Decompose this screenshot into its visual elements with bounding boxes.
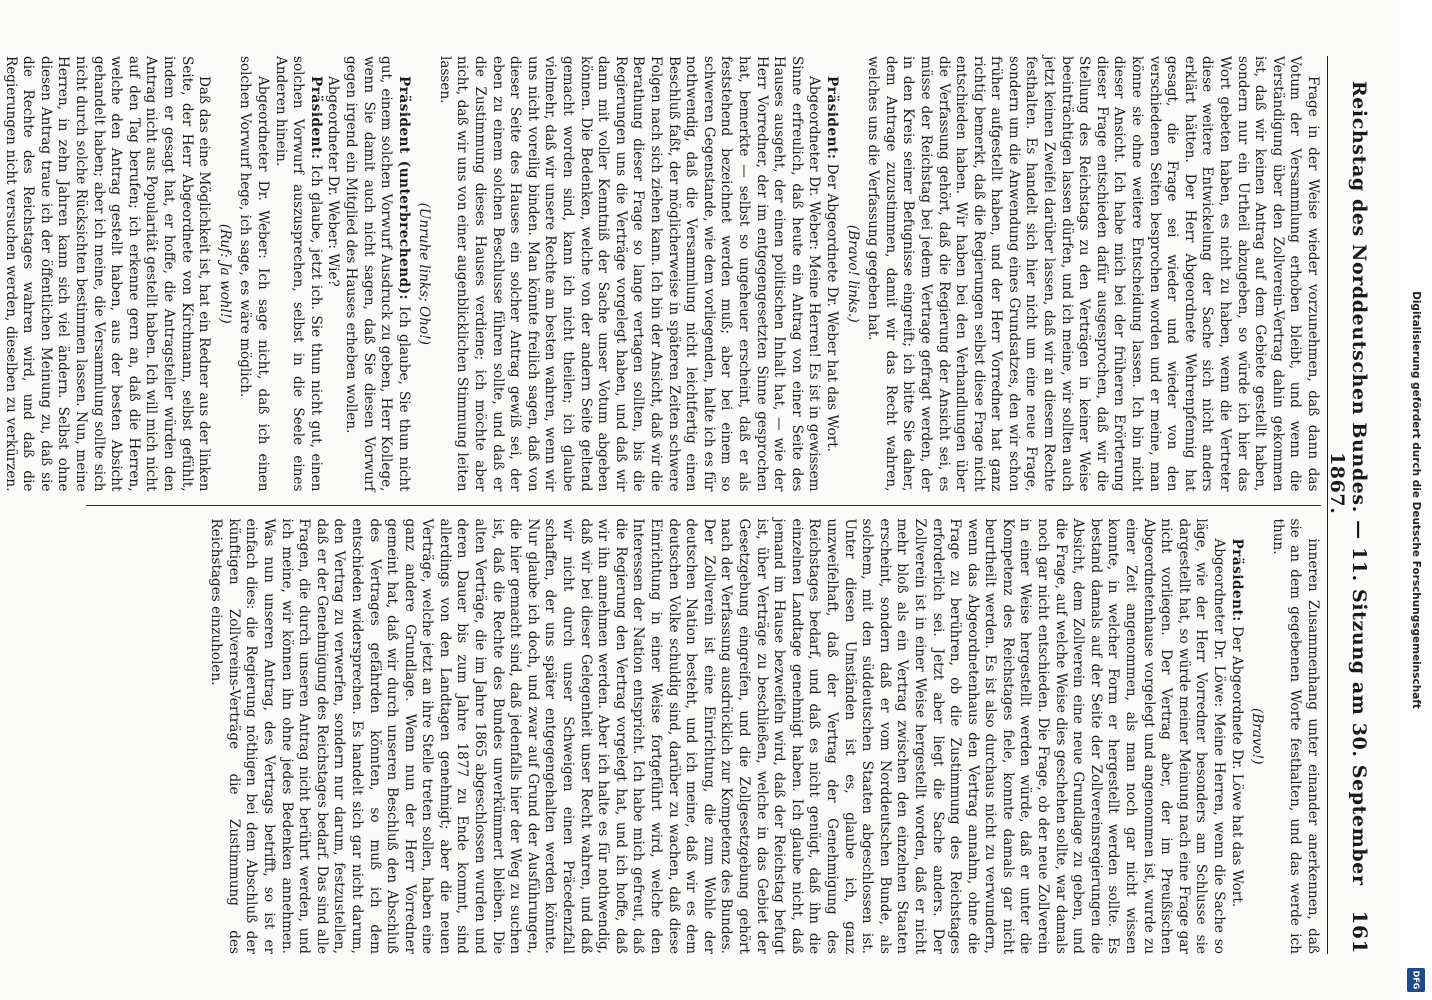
stage-direction: (Unruhe links; Oho!) <box>416 202 433 345</box>
speech-paragraph <box>271 56 324 492</box>
speech-paragraph <box>341 56 411 492</box>
digitization-credit-strip <box>1400 0 1432 1000</box>
dfg-logo-text: DFG <box>1411 970 1421 990</box>
body-paragraph: Daß das eine Möglichkeit ist, hat ein Redner aus der linken Seite, der Herr Abgeordnete von Kirchmann, selbst gefühlt, indem er gesagt hat, er hoffe, die Antragsteller würden den Antrag nicht aus Popularität gestellt haben. Ich will mich nicht auf den Tag berufen; ich erkenne gern an, daß die Herren, welche den Antrag gestellt haben, aus der besten Absicht gehandelt haben; aber ich meine, die Versammlung sollte sich nicht durch solche Rücksichten bestimmen lassen. Nun, meine Herren, in zehn Jahren kann sich viel ändern. Selbst ohne diesen Antrag traue ich der öffentlichen Meinung zu, daß sie die Rechte des Reichstages wahren wird, und daß die Regierungen nicht versuchen werden, dieselben zu verkürzen. <box>2 56 213 492</box>
right-column <box>86 518 1321 954</box>
speech-text: Der Abgeordnete Dr. Weber hat das Wort. <box>823 163 840 452</box>
speaker-label: Präsident: <box>1228 538 1245 622</box>
digitization-credit: Digitalisierung gefördert durch die Deutsche Forschungsgemeinschaft <box>1410 291 1422 709</box>
body-paragraph: Abgeordneter Dr. Weber: Ich sage nicht, daß ich einen solchen Vorwurf hege, ich sage, es wäre möglich. <box>237 56 271 492</box>
body-paragraph: Abgeordneter Dr. Weber: Meine Herren! Es ist in gewissem Sinne erfreulich, daß heute ein Antrag von einer Seite des Hauses ausgeht, der einen politischen Inhalt hat, — wie der Herr Vorredner, der im entgegengesetzten Sinne gesprochen hat, bemerkte — selbst so ungeheuer erscheint, daß er als feststehend bezeichnet werden muß; aber bei einem so schweren Gegenstande, wie dem vorliegenden, halte ich es für nothwendig, daß die Versammlung nicht leichtfertig einen Beschluß faßt, der möglicherweise in späteren Zeiten schwere Folgen nach sich ziehen kann. Ich bin der Ansicht, daß wir die Berathung dieser Frage so lange vertagen sollten, bis die Regierungen uns die Verträge vorgelegt haben, und daß wir dann mit voller Kenntniß der Sache unser Votum abgeben können. Die Bedenken, welche von der andern Seite geltend gemacht worden sind, kann ich nicht theilen; ich glaube vielmehr, daß wir unsere Rechte am besten wahren, wenn wir uns nicht voreilig binden. Man könnte freilich sagen, daß von dieser Seite des Hauses ein solcher Antrag gewiß sei, der eben zu einem solchen Beschlusse führen sollte, und daß er die Zustimmung dieses Hauses verdiene; ich möchte aber nicht, daß wir uns von einer augenblicklichen Stimmung leiten lassen. <box>436 56 823 492</box>
speech-text: Ich glaube, jetzt ich. Sie thun nicht gut, einen solchen Vorwurf auszusprechen, selbst in die Seele eines Anderen hinein. <box>272 56 324 492</box>
left-column <box>2 56 1321 492</box>
body-paragraph: Abgeordneter Dr. Weber: Wie? <box>325 76 342 287</box>
speech-text: Der Abgeordnete Dr. Löwe hat das Wort. <box>1228 626 1245 908</box>
column-divider <box>86 505 1321 506</box>
body-paragraph: Frage in der Weise wieder vorzunehmen, daß dann das Votum der Versammlung erhoben bleibt, und wenn die Verständigung über den Zollverein-Vertrag dahin gekommen ist, daß wir keinen Antrag auf dem Gebiete gestellt haben, sondern nur ein Urtheil abzugeben, so würde ich hier das Wort gebeten haben, es nicht zu haben, wenn die Vertreter diese weitere Entwickelung der Sache sich nicht anders erklärt hätten. Der Herr Abgeordnete Wehrenpfennig hat gesagt, die Frage sei wieder und wieder von den verschiedenen Seiten besprochen worden und er meine, man könne sie ohne weitere Entscheidung lassen. Ich bin nicht dieser Ansicht. Ich habe mich bei der früheren Erörterung dieser Frage entschieden dafür ausgesprochen, daß wir die Stellung des Reichstags zu den Verträgen in keiner Weise beeinträchtigen lassen dürfen, und ich meine, wir sollten auch jetzt keinen Zweifel darüber lassen, daß wir an diesem Rechte festhalten. Es handelt sich hier nicht um eine neue Frage, sondern um die Anwendung eines Grundsatzes, den wir schon früher aufgestellt haben, und der Herr Vorredner hat ganz richtig bemerkt, daß die Regierungen selbst diese Frage nicht entschieden haben. Wir haben bei den Verhandlungen über die Verfassung gehört, daß die Regierung der Ansicht sei, es müsse der Reichstag bei jedem Vertrage gefragt werden, der in den Kreis seiner Befugnisse eingreift; ich bitte Sie daher, dem Antrage zuzustimmen, damit wir das Recht wahren, welches uns die Verfassung gegeben hat. <box>865 56 1321 492</box>
stage-direction: (Bravo!) <box>1249 707 1266 765</box>
dfg-logo-icon <box>1407 968 1425 992</box>
stage-direction: (Bravo! links.) <box>844 224 861 323</box>
running-head <box>1327 56 1372 954</box>
page-header-title: Reichstag des Norddeutschen Bundes. — 11. Sitzung am 30. September 1867. <box>1326 80 1370 886</box>
speech-paragraph <box>1227 518 1245 954</box>
speech-text: Ich glaube, Sie thun nicht gut, einem solchen Vorwurf Ausdruck zu geben, Herr Kollege, wenn Sie damit auch nicht sagen, daß Sie diesen Vorwurf gegen irgend ein Mitglied des Hauses erheben wollen. <box>342 56 412 492</box>
page-number: 161 <box>1348 910 1372 954</box>
text-columns <box>2 56 1321 954</box>
stage-direction: (Ruf: Ja wohl!) <box>216 223 233 324</box>
speaker-label: Präsident: <box>823 76 840 160</box>
body-paragraph: Abgeordneter Dr. Löwe: Meine Herren, wenn die Sache so läge, wie der Herr Vorredner besonders am Schlusse sie dargestellt hat, so würde meiner Meinung nach eine Frage gar nicht vorliegen. Der Vertrag aber, der im Preußischen Abgeordnetenhause vorgelegt und angenommen ist, wurde zu einer Zeit angenommen, als man noch gar nicht wissen konnte, in welcher Form er hergestellt werden sollte. Es bestand damals auf der Seite der Zollvereinsregierungen die Absicht, dem Zollverein eine neue Grundlage zu geben, und die Frage, auf welche Weise dies geschehen sollte, war damals noch gar nicht entschieden. Die Frage, ob der neue Zollverein in einer Weise hergestellt werden würde, daß er unter die Kompetenz des Reichstages fiele, konnte damals gar nicht beurtheilt werden. Es ist also durchaus nicht zu verwundern, wenn das Abgeordnetenhaus den Vertrag annahm, ohne die Frage zu berühren, ob die Zustimmung des Reichstages erforderlich sei. Jetzt aber liegt die Sache anders. Der Zollverein ist in einer Weise hergestellt worden, daß er nicht mehr bloß als ein Vertrag zwischen den einzelnen Staaten erscheint, sondern daß er vom Norddeutschen Bunde, als solchem, mit den süddeutschen Staaten abgeschlossen ist. Unter diesen Umständen ist es, glaube ich, ganz unzweifelhaft, daß der Vertrag der Genehmigung des Reichstages bedarf, und daß es nicht genügt, daß ihn die einzelnen Landtage genehmigt haben. Ich glaube nicht, daß jemand im Hause bezweifeln wird, daß der Reichstag befugt ist, über Verträge zu beschließen, welche in das Gebiet der Gesetzgebung eingreifen, und die Zollgesetzgebung gehört nach der Verfassung ausdrücklich zur Kompetenz des Bundes. Der Zollverein ist eine Einrichtung, die zum Wohle der deutschen Nation besteht, und ich meine, daß wir es dem deutschen Volke schuldig sind, darüber zu wachen, daß diese Einrichtung in einer Weise fortgeführt wird, welche den Interessen der Nation entspricht. Ich habe mich gefreut, daß die Regierung den Vertrag vorgelegt hat, und ich hoffe, daß wir ihn annehmen werden. Aber ich halte es für nothwendig, daß wir bei dieser Gelegenheit unser Recht wahren, und daß wir nicht durch unser Schweigen einen Präcedenzfall schaffen, der uns später entgegengehalten werden könnte. Nur glaube ich doch, und zwar auf Grund der Ausführungen, die hier gemacht sind, daß jedenfalls hier der Weg zu suchen ist, daß die Rechte des Bundes unverkümmert bleiben. Die alten Verträge, die im Jahre 1865 abgeschlossen wurden und deren Dauer bis zum Jahre 1877 zu Ende kommt, sind allerdings von den Landtagen genehmigt; aber die neuen Verträge, welche jetzt an ihre Stelle treten sollen, haben eine ganz andere Grundlage. Wenn nun der Herr Vorredner gemeint hat, daß wir durch unseren Beschluß den Abschluß des Vertrages gefährden könnten, so muß ich dem entschieden widersprechen. Es handelt sich gar nicht darum, den Vertrag zu verwerfen, sondern nur darum, festzustellen, daß er der Genehmigung des Reichstages bedarf. Das sind alle Fragen, die durch unseren Antrag nicht berührt werden, und ich meine, wir können ihn ohne jedes Bedenken annehmen. Was nun unseren Antrag, des Vertrags betrifft, so ist er einfach dies: die Regierung nöthigen bei dem Abschluß der künftigen Zollvereins-Verträge die Zustimmung des Reichstages einzuholen. <box>208 518 1228 954</box>
speech-paragraph <box>822 56 840 492</box>
body-paragraph: inneren Zusammenhang unter einander anerkennen, daß sie an dem gegebenen Worte festhalten, und das werde ich thun. <box>1269 518 1321 954</box>
speaker-label: Präsident: <box>307 76 324 160</box>
speaker-label: Präsident (unterbrechend): <box>395 76 412 301</box>
